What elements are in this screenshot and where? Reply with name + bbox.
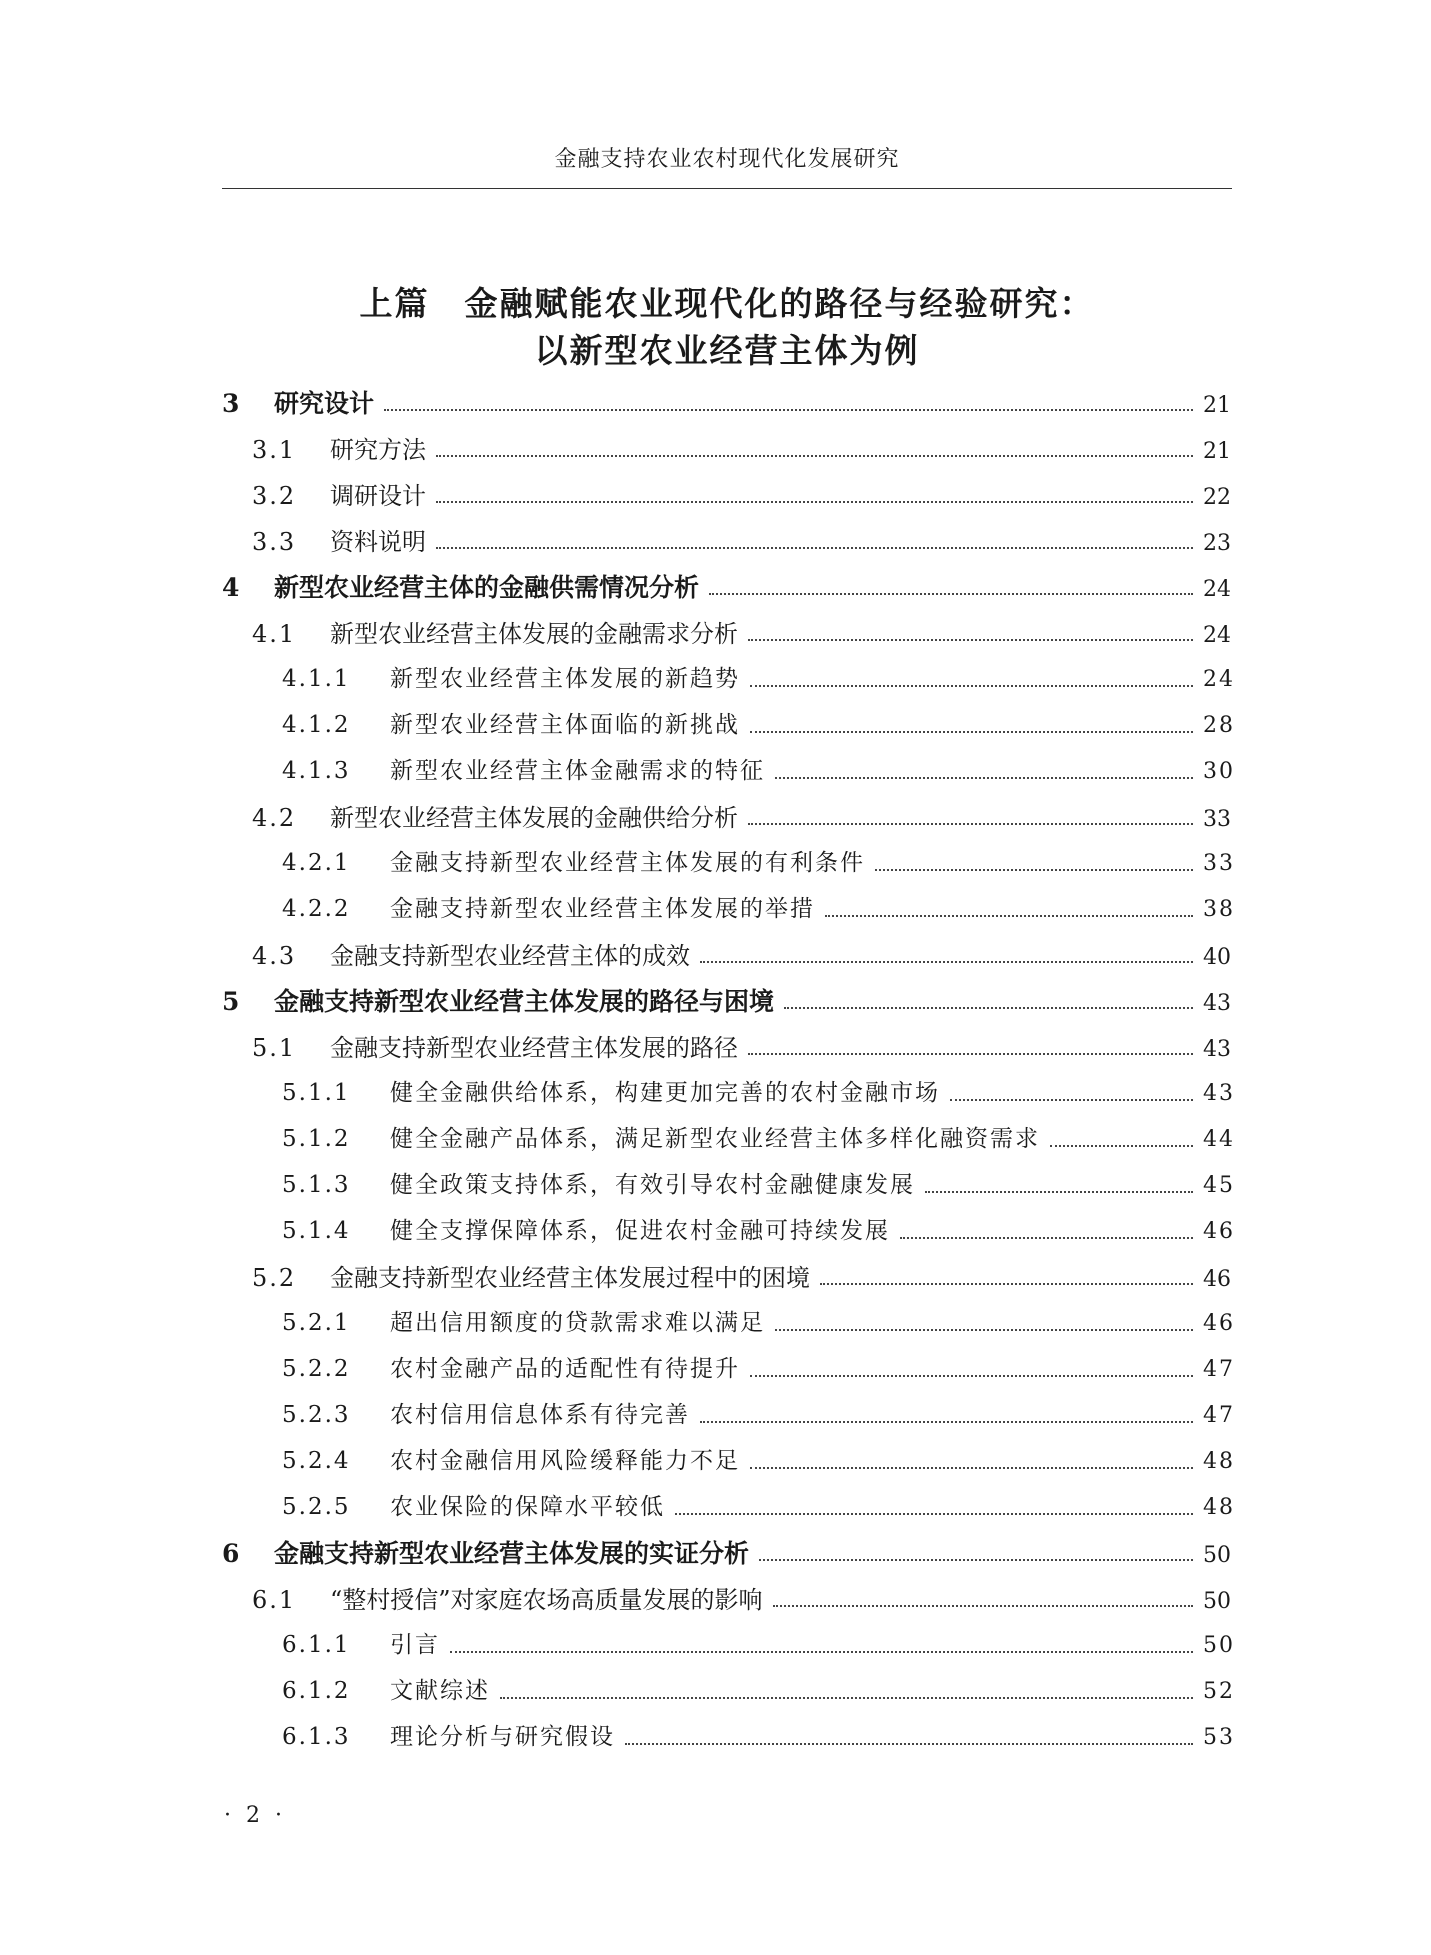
toc-number: 3.2	[252, 482, 297, 510]
toc-entry[interactable]	[252, 476, 1231, 516]
toc-number: 5.1.1	[282, 1080, 351, 1106]
toc-number: 3.1	[252, 436, 297, 464]
toc-leader	[900, 1237, 1193, 1239]
toc-page: 40	[1203, 945, 1231, 970]
toc-number: 5.2	[252, 1264, 297, 1292]
toc-title: 新型农业经营主体金融需求的特征	[390, 758, 765, 784]
toc-entry[interactable]	[282, 1396, 1235, 1436]
toc-number: 6.1	[252, 1586, 297, 1614]
toc-title: 金融支持新型农业经营主体发展的有利条件	[390, 850, 865, 876]
toc-page: 43	[1203, 991, 1231, 1016]
running-header: 金融支持农业农村现代化发展研究	[554, 147, 900, 172]
toc-page: 53	[1203, 1725, 1235, 1750]
header-rule	[222, 188, 1232, 189]
toc-title: 农村信用信息体系有待完善	[390, 1402, 690, 1428]
toc-number: 5.2.4	[282, 1448, 351, 1474]
toc-entry[interactable]	[282, 706, 1235, 746]
toc-leader	[384, 409, 1193, 411]
toc-title: 金融支持新型农业经营主体发展过程中的困境	[330, 1264, 810, 1292]
toc-page: 52	[1203, 1679, 1235, 1704]
toc-entry[interactable]	[282, 1212, 1235, 1252]
toc-number: 4.3	[252, 942, 297, 970]
toc-number: 4.1.1	[282, 666, 351, 692]
toc-entry[interactable]	[222, 982, 1231, 1022]
toc-title: 金融支持新型农业经营主体发展的路径与困境	[274, 987, 775, 1016]
toc-entry[interactable]	[282, 1120, 1235, 1160]
toc-page: 24	[1203, 577, 1231, 602]
toc-title: 引言	[390, 1632, 440, 1658]
toc-title: 新型农业经营主体的金融供需情况分析	[274, 573, 700, 602]
toc-page: 48	[1203, 1495, 1235, 1520]
toc-title: 研究方法	[330, 436, 426, 464]
toc-entry[interactable]	[252, 614, 1231, 654]
toc-entry[interactable]	[282, 1488, 1235, 1528]
toc-leader	[925, 1191, 1193, 1193]
toc-number: 5	[222, 987, 240, 1016]
toc-entry[interactable]	[282, 1304, 1235, 1344]
toc-number: 4.1.3	[282, 758, 351, 784]
toc-number: 5.1.2	[282, 1126, 351, 1152]
toc-title: 农业保险的保障水平较低	[390, 1494, 665, 1520]
toc-title: 健全政策支持体系，有效引导农村金融健康发展	[390, 1172, 915, 1198]
toc-entry[interactable]	[222, 568, 1231, 608]
toc-number: 4.2.2	[282, 896, 351, 922]
toc-title: 调研设计	[330, 482, 426, 510]
toc-number: 6	[222, 1539, 240, 1568]
toc-page: 33	[1203, 807, 1231, 832]
toc-page: 50	[1203, 1589, 1231, 1614]
toc-number: 5.1.3	[282, 1172, 351, 1198]
toc-title: 新型农业经营主体发展的金融需求分析	[330, 620, 738, 648]
toc-title: 健全金融供给体系，构建更加完善的农村金融市场	[390, 1080, 940, 1106]
toc-page: 30	[1203, 759, 1235, 784]
toc-page: 43	[1203, 1081, 1235, 1106]
toc-entry[interactable]	[252, 1028, 1231, 1068]
toc-number: 5.1.4	[282, 1218, 351, 1244]
toc-entry[interactable]	[252, 430, 1231, 470]
toc-leader	[775, 1329, 1193, 1331]
toc-page: 45	[1203, 1173, 1235, 1198]
toc-entry[interactable]	[282, 1350, 1235, 1390]
toc-entry[interactable]	[282, 1442, 1235, 1482]
toc-number: 6.1.3	[282, 1724, 351, 1750]
toc-page: 50	[1203, 1633, 1235, 1658]
toc-title: 金融支持新型农业经营主体发展的举措	[390, 896, 815, 922]
toc-page: 46	[1203, 1267, 1231, 1292]
toc-leader	[750, 1467, 1193, 1469]
part-title-line-1: 上篇 金融赋能农业现代化的路径与经验研究：	[359, 284, 1095, 323]
toc-number: 5.2.2	[282, 1356, 351, 1382]
toc-title: 资料说明	[330, 528, 426, 556]
toc-leader	[784, 1007, 1193, 1009]
toc-entry[interactable]	[252, 798, 1231, 838]
toc-title: 农村金融信用风险缓释能力不足	[390, 1448, 740, 1474]
toc-leader	[750, 1375, 1193, 1377]
toc-leader	[773, 1605, 1193, 1607]
toc-page: 47	[1203, 1403, 1235, 1428]
toc-leader	[825, 915, 1193, 917]
toc-page: 38	[1203, 897, 1235, 922]
toc-number: 3.3	[252, 528, 297, 556]
toc-page: 48	[1203, 1449, 1235, 1474]
toc-page: 43	[1203, 1037, 1231, 1062]
toc-leader	[700, 1421, 1193, 1423]
toc-leader	[450, 1651, 1193, 1653]
toc-page: 24	[1203, 623, 1231, 648]
toc-leader	[436, 455, 1193, 457]
toc-leader	[875, 869, 1193, 871]
toc-entry[interactable]	[282, 844, 1235, 884]
toc-page: 44	[1203, 1127, 1235, 1152]
toc-page: 24	[1203, 667, 1235, 692]
toc-title: 文献综述	[390, 1678, 490, 1704]
toc-leader	[1050, 1145, 1193, 1147]
toc-number: 4.2	[252, 804, 297, 832]
toc-page: 23	[1203, 531, 1231, 556]
toc-number: 6.1.1	[282, 1632, 351, 1658]
toc-page: 28	[1203, 713, 1235, 738]
toc-number: 5.2.5	[282, 1494, 351, 1520]
toc-page: 46	[1203, 1219, 1235, 1244]
toc-entry[interactable]	[252, 936, 1231, 976]
toc-leader	[748, 823, 1193, 825]
toc-entry[interactable]	[282, 1166, 1235, 1206]
toc-entry[interactable]	[282, 1074, 1235, 1114]
toc-title: 新型农业经营主体面临的新挑战	[390, 712, 740, 738]
toc-number: 4.1.2	[282, 712, 351, 738]
toc-entry[interactable]	[282, 1718, 1235, 1758]
part-title-line-2: 以新型农业经营主体为例	[534, 331, 920, 370]
toc-leader	[748, 1053, 1193, 1055]
toc-page: 50	[1203, 1543, 1231, 1568]
toc-number: 4.1	[252, 620, 297, 648]
toc-leader	[436, 501, 1193, 503]
toc-leader	[820, 1283, 1193, 1285]
toc-title: 超出信用额度的贷款需求难以满足	[390, 1310, 765, 1336]
toc-title: 健全金融产品体系，满足新型农业经营主体多样化融资需求	[390, 1126, 1040, 1152]
toc-title: 农村金融产品的适配性有待提升	[390, 1356, 740, 1382]
toc-number: 5.1	[252, 1034, 297, 1062]
toc-leader	[748, 639, 1193, 641]
toc-leader	[759, 1559, 1193, 1561]
toc-entry[interactable]	[282, 890, 1235, 930]
toc-entry[interactable]	[252, 522, 1231, 562]
toc-leader	[700, 961, 1193, 963]
toc-leader	[750, 685, 1193, 687]
toc-number: 5.2.1	[282, 1310, 351, 1336]
toc-leader	[625, 1743, 1193, 1745]
toc-title: 理论分析与研究假设	[390, 1724, 615, 1750]
page-number: · 2 ·	[224, 1803, 286, 1828]
toc-entry[interactable]	[282, 752, 1235, 792]
toc-title: 金融支持新型农业经营主体发展的路径	[330, 1034, 738, 1062]
toc-number: 5.2.3	[282, 1402, 351, 1428]
toc-page: 22	[1203, 485, 1231, 510]
toc-page: 33	[1203, 851, 1235, 876]
toc-leader	[950, 1099, 1193, 1101]
toc-title: 金融支持新型农业经营主体发展的实证分析	[274, 1539, 750, 1568]
toc-number: 4	[222, 573, 240, 602]
toc-entry[interactable]	[252, 1580, 1231, 1620]
toc-title: 新型农业经营主体发展的金融供给分析	[330, 804, 738, 832]
toc-leader	[709, 593, 1193, 595]
toc-entry[interactable]	[222, 384, 1231, 424]
toc-page: 21	[1203, 439, 1231, 464]
toc-leader	[675, 1513, 1193, 1515]
toc-leader	[500, 1697, 1193, 1699]
toc-number: 4.2.1	[282, 850, 351, 876]
toc-leader	[775, 777, 1193, 779]
toc-title: 健全支撑保障体系，促进农村金融可持续发展	[390, 1218, 890, 1244]
toc-entry[interactable]	[252, 1258, 1231, 1298]
toc-number: 3	[222, 389, 240, 418]
toc-entry[interactable]	[222, 1534, 1231, 1574]
toc-number: 6.1.2	[282, 1678, 351, 1704]
toc-title: “整村授信”对家庭农场高质量发展的影响	[330, 1586, 763, 1614]
toc-title: 金融支持新型农业经营主体的成效	[330, 942, 690, 970]
toc-page: 21	[1203, 393, 1231, 418]
toc-page: 47	[1203, 1357, 1235, 1382]
toc-title: 新型农业经营主体发展的新趋势	[390, 666, 740, 692]
toc-entry[interactable]	[282, 1672, 1235, 1712]
toc-leader	[436, 547, 1193, 549]
toc-leader	[750, 731, 1193, 733]
toc-entry[interactable]	[282, 660, 1235, 700]
toc-page: 46	[1203, 1311, 1235, 1336]
toc-title: 研究设计	[274, 389, 375, 418]
toc-entry[interactable]	[282, 1626, 1235, 1666]
